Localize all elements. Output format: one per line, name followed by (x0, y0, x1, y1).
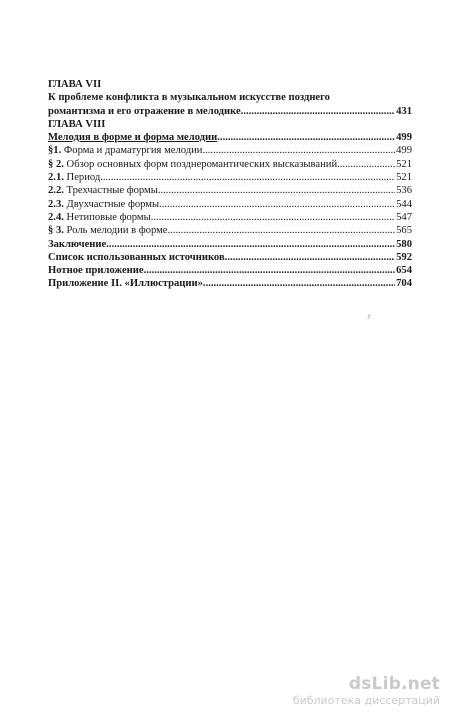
entry-title: Мелодия в форме и форма мелодии (48, 132, 218, 144)
toc-entry-conclusion (48, 238, 412, 251)
toc-entry-section-2 (48, 158, 412, 171)
leader-dots (225, 251, 395, 264)
toc-entry-section-1 (48, 144, 412, 157)
entry-title: Список использованных источников (48, 251, 225, 263)
leader-dots (158, 184, 395, 197)
page-number: 431 (396, 105, 412, 117)
entry-number: § 3. (48, 225, 64, 237)
toc-entry-section-3 (48, 224, 412, 237)
leader-dots (337, 158, 395, 171)
page-number: 580 (396, 238, 412, 250)
page-number: 592 (396, 251, 412, 263)
page-number: 544 (396, 198, 412, 210)
chapter-7-title-line-1: К проблеме конфликта в музыкальном искусстве позднего (48, 92, 330, 104)
entry-title: Форма и драматургия мелодии (61, 145, 203, 157)
entry-title: Обзор основных форм позднеромантических высказываний (63, 158, 338, 170)
entry-number: 2.2. (48, 185, 64, 197)
page-number: 536 (396, 185, 412, 197)
leader-dots (202, 144, 395, 157)
entry-title: Приложение II. «Иллюстрации» (48, 278, 203, 290)
entry-title: Нотное приложение (48, 265, 144, 277)
entry-number: 2.4. (48, 211, 64, 223)
page-number: 521 (396, 158, 412, 170)
toc-entry-2-4 (48, 211, 412, 224)
leader-dots (203, 277, 395, 290)
page-number: 499 (396, 145, 412, 157)
entry-title: Двухчастные формы (63, 198, 160, 210)
leader-dots (168, 224, 396, 237)
watermark-logo: dsLib.net (348, 674, 440, 694)
toc-entry-melody-form (48, 131, 412, 144)
toc-entry-references (48, 251, 412, 264)
entry-number: §1. (48, 145, 62, 157)
entry-title: Период (63, 172, 101, 184)
watermark (293, 675, 440, 707)
leader-dots (159, 198, 395, 211)
entry-title: Заключение (48, 238, 107, 250)
leader-dots (100, 171, 395, 184)
page-number: 654 (396, 265, 412, 277)
toc-entry-2-3 (48, 198, 412, 211)
toc-entry-2-2 (48, 184, 412, 197)
entry-title: Роль мелодии в форме (63, 225, 168, 237)
page-number: 499 (396, 132, 412, 144)
leader-dots (151, 211, 395, 224)
table-of-contents (48, 78, 412, 291)
page-number: 704 (396, 278, 412, 290)
page-number: 521 (396, 172, 412, 184)
entry-number: § 2. (48, 158, 64, 170)
entry-title: Нетиповые формы (63, 211, 151, 223)
scan-speck (367, 314, 371, 319)
page-number: 565 (396, 225, 412, 237)
chapter-7-entry (48, 105, 412, 118)
chapter-8-heading: ГЛАВА VIII (48, 118, 106, 130)
toc-entry-music-appendix (48, 264, 412, 277)
watermark-subtitle: библиотека диссертаций (292, 694, 440, 707)
entry-title: Трехчастные формы (63, 185, 158, 197)
leader-dots (217, 131, 395, 144)
page-number: 547 (396, 211, 412, 223)
leader-dots (106, 238, 395, 251)
leader-dots (241, 105, 395, 118)
chapter-7-title-line-2: романтизма и его отражение в мелодике (48, 105, 241, 117)
entry-number: 2.3. (48, 198, 64, 210)
toc-entry-appendix-2 (48, 277, 412, 290)
chapter-7-heading: ГЛАВА VII (48, 79, 102, 90)
entry-number: 2.1. (48, 172, 64, 184)
leader-dots (144, 264, 396, 277)
toc-entry-2-1 (48, 171, 412, 184)
